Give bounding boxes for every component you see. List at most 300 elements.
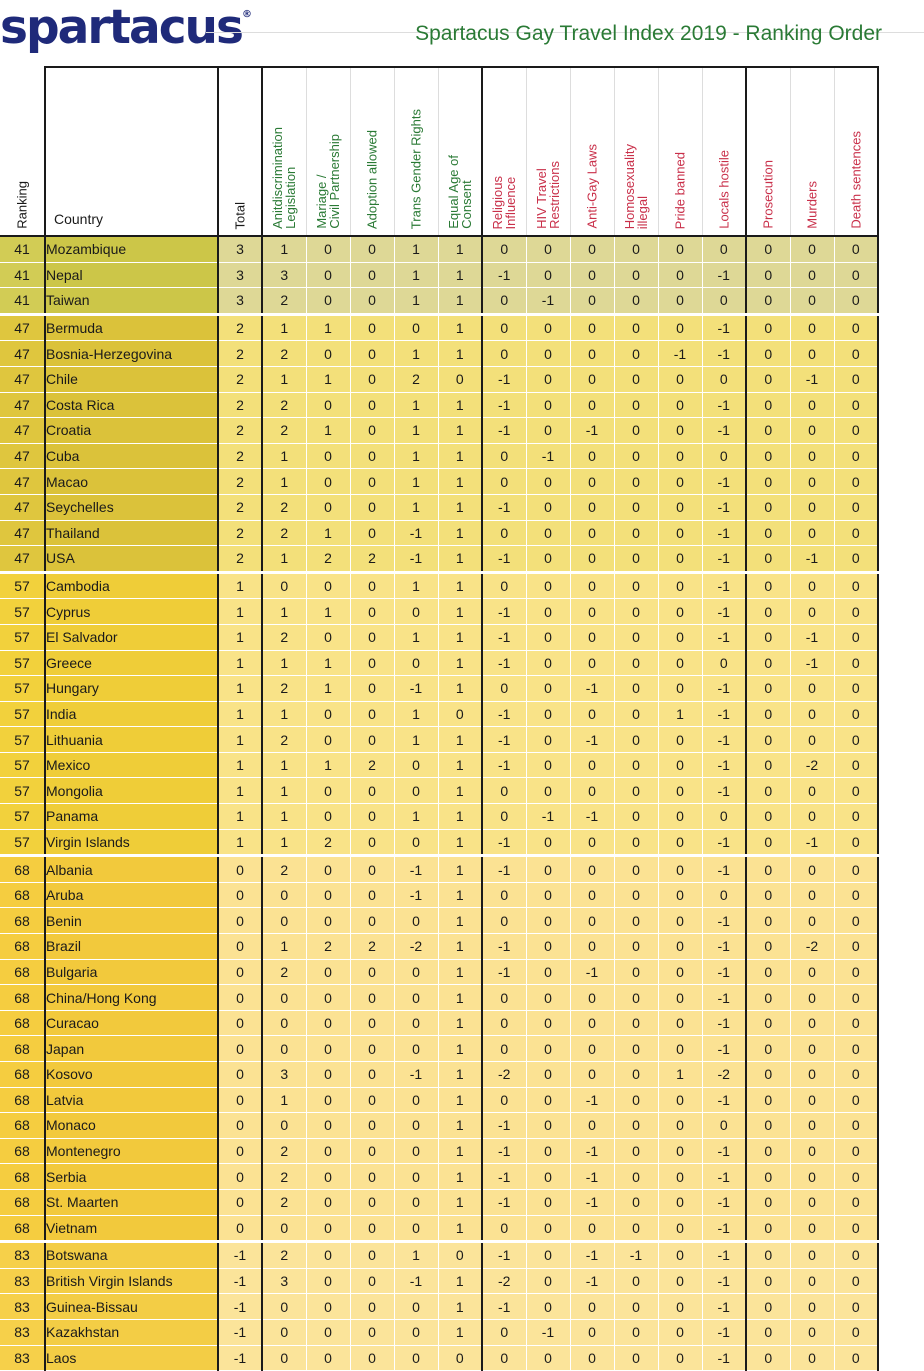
- hiv-cell: 0: [526, 572, 570, 599]
- marriage-cell: 0: [306, 1319, 350, 1345]
- country-cell: Virgin Islands: [45, 829, 218, 856]
- col-ranking: Ranking: [0, 67, 45, 236]
- murders-cell: 0: [790, 856, 834, 883]
- pride-cell: 0: [658, 599, 702, 625]
- murders-cell: 0: [790, 701, 834, 727]
- col-antidiscrimination: Anitdiscrimination Legislation: [262, 67, 306, 236]
- antidiscrimination-cell: 0: [262, 1036, 306, 1062]
- hiv-cell: 0: [526, 882, 570, 908]
- equal-age-cell: 1: [438, 236, 482, 262]
- murders-cell: -1: [790, 650, 834, 676]
- antidiscrimination-cell: 1: [262, 314, 306, 341]
- illegal-cell: 0: [614, 469, 658, 495]
- hiv-cell: 0: [526, 236, 570, 262]
- adoption-cell: 0: [350, 1242, 394, 1269]
- rank-cell: 57: [0, 701, 45, 727]
- antigay-cell: 0: [570, 546, 614, 573]
- hiv-cell: 0: [526, 1062, 570, 1088]
- total-cell: 0: [218, 908, 262, 934]
- table-row: [0, 1138, 878, 1164]
- pride-cell: 0: [658, 829, 702, 856]
- hiv-cell: 0: [526, 650, 570, 676]
- antigay-cell: 0: [570, 1036, 614, 1062]
- religious-cell: 0: [482, 804, 526, 830]
- death-cell: 0: [834, 650, 878, 676]
- table-row: [0, 236, 878, 262]
- illegal-cell: 0: [614, 624, 658, 650]
- rank-cell: 68: [0, 1036, 45, 1062]
- locals-cell: -1: [702, 856, 746, 883]
- marriage-cell: 0: [306, 1242, 350, 1269]
- rank-cell: 68: [0, 1189, 45, 1215]
- antigay-cell: 0: [570, 752, 614, 778]
- trans-cell: 0: [394, 599, 438, 625]
- prosecution-cell: 0: [746, 1189, 790, 1215]
- pride-cell: 0: [658, 1113, 702, 1139]
- total-cell: 1: [218, 572, 262, 599]
- antidiscrimination-cell: 2: [262, 494, 306, 520]
- prosecution-cell: 0: [746, 1345, 790, 1371]
- marriage-cell: 0: [306, 1087, 350, 1113]
- prosecution-cell: 0: [746, 314, 790, 341]
- equal-age-cell: 1: [438, 1113, 482, 1139]
- trans-cell: -1: [394, 676, 438, 702]
- col-prosecution: Prosecution: [746, 67, 790, 236]
- prosecution-cell: 0: [746, 804, 790, 830]
- illegal-cell: 0: [614, 934, 658, 960]
- murders-cell: -1: [790, 829, 834, 856]
- antigay-cell: 0: [570, 934, 614, 960]
- equal-age-cell: 1: [438, 1087, 482, 1113]
- table-row: [0, 1062, 878, 1088]
- equal-age-cell: 1: [438, 1036, 482, 1062]
- locals-cell: -1: [702, 1319, 746, 1345]
- antidiscrimination-cell: 2: [262, 418, 306, 444]
- rank-cell: 68: [0, 1010, 45, 1036]
- trans-cell: 0: [394, 1164, 438, 1190]
- pride-cell: 0: [658, 1215, 702, 1242]
- prosecution-cell: 0: [746, 1062, 790, 1088]
- illegal-cell: 0: [614, 236, 658, 262]
- antigay-cell: 0: [570, 1215, 614, 1242]
- hiv-cell: 0: [526, 1345, 570, 1371]
- equal-age-cell: 1: [438, 829, 482, 856]
- illegal-cell: 0: [614, 341, 658, 367]
- adoption-cell: 0: [350, 418, 394, 444]
- murders-cell: 0: [790, 1138, 834, 1164]
- table-row: [0, 985, 878, 1011]
- total-cell: 2: [218, 418, 262, 444]
- marriage-cell: 1: [306, 650, 350, 676]
- adoption-cell: 0: [350, 1268, 394, 1294]
- equal-age-cell: 1: [438, 418, 482, 444]
- pride-cell: 0: [658, 1345, 702, 1371]
- rank-cell: 47: [0, 469, 45, 495]
- trans-cell: 1: [394, 341, 438, 367]
- antidiscrimination-cell: 1: [262, 469, 306, 495]
- country-cell: Nepal: [45, 262, 218, 288]
- antidiscrimination-cell: 1: [262, 752, 306, 778]
- country-cell: Benin: [45, 908, 218, 934]
- total-cell: 1: [218, 804, 262, 830]
- marriage-cell: 2: [306, 934, 350, 960]
- header-row: [0, 67, 878, 236]
- illegal-cell: 0: [614, 856, 658, 883]
- hiv-cell: 0: [526, 341, 570, 367]
- pride-cell: 0: [658, 624, 702, 650]
- religious-cell: 0: [482, 572, 526, 599]
- locals-cell: -1: [702, 1268, 746, 1294]
- antigay-cell: 0: [570, 1113, 614, 1139]
- antidiscrimination-cell: 1: [262, 1087, 306, 1113]
- antigay-cell: 0: [570, 443, 614, 469]
- murders-cell: 0: [790, 1036, 834, 1062]
- trans-cell: 1: [394, 494, 438, 520]
- hiv-cell: 0: [526, 469, 570, 495]
- prosecution-cell: 0: [746, 418, 790, 444]
- hiv-cell: 0: [526, 1087, 570, 1113]
- locals-cell: -1: [702, 1036, 746, 1062]
- pride-cell: 0: [658, 908, 702, 934]
- col-country: Country: [45, 67, 218, 236]
- locals-cell: -1: [702, 752, 746, 778]
- trans-cell: 0: [394, 1319, 438, 1345]
- hiv-cell: 0: [526, 727, 570, 753]
- locals-cell: 0: [702, 650, 746, 676]
- pride-cell: 0: [658, 882, 702, 908]
- hiv-cell: 0: [526, 856, 570, 883]
- hiv-cell: 0: [526, 829, 570, 856]
- locals-cell: 0: [702, 882, 746, 908]
- marriage-cell: 1: [306, 676, 350, 702]
- antidiscrimination-cell: 3: [262, 262, 306, 288]
- equal-age-cell: 1: [438, 804, 482, 830]
- col-murders: Murders: [790, 67, 834, 236]
- country-cell: Seychelles: [45, 494, 218, 520]
- equal-age-cell: 1: [438, 1294, 482, 1320]
- illegal-cell: 0: [614, 1294, 658, 1320]
- adoption-cell: 2: [350, 934, 394, 960]
- rank-cell: 83: [0, 1345, 45, 1371]
- table-row: [0, 959, 878, 985]
- equal-age-cell: 0: [438, 1345, 482, 1371]
- hiv-cell: 0: [526, 262, 570, 288]
- religious-cell: -1: [482, 1189, 526, 1215]
- hiv-cell: -1: [526, 1319, 570, 1345]
- country-cell: El Salvador: [45, 624, 218, 650]
- locals-cell: -1: [702, 934, 746, 960]
- col-marriage: Mariage / Civil Partnership: [306, 67, 350, 236]
- murders-cell: 0: [790, 469, 834, 495]
- rank-cell: 57: [0, 727, 45, 753]
- table-row: [0, 650, 878, 676]
- rank-cell: 68: [0, 856, 45, 883]
- total-cell: 0: [218, 1189, 262, 1215]
- marriage-cell: 0: [306, 778, 350, 804]
- locals-cell: -1: [702, 1189, 746, 1215]
- adoption-cell: 0: [350, 1062, 394, 1088]
- prosecution-cell: 0: [746, 829, 790, 856]
- antigay-cell: 0: [570, 829, 614, 856]
- religious-cell: -1: [482, 1164, 526, 1190]
- locals-cell: -1: [702, 392, 746, 418]
- antigay-cell: -1: [570, 1164, 614, 1190]
- prosecution-cell: 0: [746, 262, 790, 288]
- equal-age-cell: 1: [438, 1268, 482, 1294]
- antigay-cell: 0: [570, 650, 614, 676]
- marriage-cell: 0: [306, 341, 350, 367]
- hiv-cell: -1: [526, 443, 570, 469]
- antidiscrimination-cell: 1: [262, 366, 306, 392]
- murders-cell: -1: [790, 624, 834, 650]
- hiv-cell: 0: [526, 1138, 570, 1164]
- locals-cell: -1: [702, 1345, 746, 1371]
- murders-cell: 0: [790, 1294, 834, 1320]
- marriage-cell: 0: [306, 572, 350, 599]
- death-cell: 0: [834, 1087, 878, 1113]
- trans-cell: 0: [394, 908, 438, 934]
- adoption-cell: 0: [350, 1164, 394, 1190]
- table-row: [0, 520, 878, 546]
- rank-cell: 68: [0, 934, 45, 960]
- death-cell: 0: [834, 624, 878, 650]
- antigay-cell: 0: [570, 624, 614, 650]
- adoption-cell: 0: [350, 1319, 394, 1345]
- rank-cell: 83: [0, 1294, 45, 1320]
- antidiscrimination-cell: 2: [262, 341, 306, 367]
- pride-cell: 0: [658, 856, 702, 883]
- table-row: [0, 778, 878, 804]
- death-cell: 0: [834, 546, 878, 573]
- illegal-cell: 0: [614, 908, 658, 934]
- country-cell: Macao: [45, 469, 218, 495]
- rank-cell: 57: [0, 752, 45, 778]
- death-cell: 0: [834, 985, 878, 1011]
- religious-cell: 0: [482, 520, 526, 546]
- antigay-cell: 0: [570, 494, 614, 520]
- locals-cell: 0: [702, 366, 746, 392]
- prosecution-cell: 0: [746, 1164, 790, 1190]
- prosecution-cell: 0: [746, 908, 790, 934]
- illegal-cell: 0: [614, 752, 658, 778]
- hiv-cell: 0: [526, 418, 570, 444]
- antidiscrimination-cell: 1: [262, 236, 306, 262]
- trans-cell: -1: [394, 1062, 438, 1088]
- rank-cell: 68: [0, 908, 45, 934]
- locals-cell: -1: [702, 262, 746, 288]
- total-cell: 1: [218, 752, 262, 778]
- trans-cell: 2: [394, 366, 438, 392]
- illegal-cell: 0: [614, 1164, 658, 1190]
- antidiscrimination-cell: 2: [262, 856, 306, 883]
- antigay-cell: 0: [570, 1319, 614, 1345]
- antigay-cell: 0: [570, 1294, 614, 1320]
- religious-cell: 0: [482, 443, 526, 469]
- adoption-cell: 0: [350, 778, 394, 804]
- death-cell: 0: [834, 520, 878, 546]
- pride-cell: 0: [658, 1010, 702, 1036]
- pride-cell: 0: [658, 520, 702, 546]
- pride-cell: 0: [658, 959, 702, 985]
- prosecution-cell: 0: [746, 546, 790, 573]
- prosecution-cell: 0: [746, 494, 790, 520]
- antigay-cell: -1: [570, 1189, 614, 1215]
- adoption-cell: 0: [350, 985, 394, 1011]
- illegal-cell: 0: [614, 572, 658, 599]
- table-row: [0, 392, 878, 418]
- antigay-cell: 0: [570, 701, 614, 727]
- murders-cell: -1: [790, 366, 834, 392]
- murders-cell: -2: [790, 934, 834, 960]
- table-row: [0, 341, 878, 367]
- hiv-cell: 0: [526, 701, 570, 727]
- pride-cell: 0: [658, 727, 702, 753]
- trans-cell: 0: [394, 1036, 438, 1062]
- adoption-cell: 0: [350, 829, 394, 856]
- adoption-cell: 0: [350, 1010, 394, 1036]
- prosecution-cell: 0: [746, 520, 790, 546]
- murders-cell: 0: [790, 392, 834, 418]
- antigay-cell: -1: [570, 959, 614, 985]
- equal-age-cell: 1: [438, 908, 482, 934]
- rank-cell: 68: [0, 1087, 45, 1113]
- country-cell: India: [45, 701, 218, 727]
- murders-cell: 0: [790, 1113, 834, 1139]
- antidiscrimination-cell: 2: [262, 727, 306, 753]
- adoption-cell: 0: [350, 676, 394, 702]
- religious-cell: -1: [482, 934, 526, 960]
- antigay-cell: 0: [570, 520, 614, 546]
- country-cell: Cyprus: [45, 599, 218, 625]
- antidiscrimination-cell: 1: [262, 804, 306, 830]
- hiv-cell: 0: [526, 366, 570, 392]
- rank-cell: 41: [0, 236, 45, 262]
- murders-cell: 0: [790, 443, 834, 469]
- locals-cell: -2: [702, 1062, 746, 1088]
- country-cell: Serbia: [45, 1164, 218, 1190]
- table-row: [0, 366, 878, 392]
- locals-cell: -1: [702, 314, 746, 341]
- pride-cell: 0: [658, 392, 702, 418]
- rank-cell: 47: [0, 341, 45, 367]
- col-illegal: Homosexuality illegal: [614, 67, 658, 236]
- equal-age-cell: 1: [438, 469, 482, 495]
- marriage-cell: 0: [306, 1138, 350, 1164]
- marriage-cell: 0: [306, 1010, 350, 1036]
- illegal-cell: 0: [614, 1268, 658, 1294]
- death-cell: 0: [834, 1113, 878, 1139]
- antigay-cell: 0: [570, 599, 614, 625]
- religious-cell: 0: [482, 314, 526, 341]
- equal-age-cell: 1: [438, 341, 482, 367]
- illegal-cell: 0: [614, 443, 658, 469]
- country-cell: Cambodia: [45, 572, 218, 599]
- prosecution-cell: 0: [746, 572, 790, 599]
- antidiscrimination-cell: 1: [262, 443, 306, 469]
- death-cell: 0: [834, 727, 878, 753]
- trans-cell: 0: [394, 1189, 438, 1215]
- country-cell: Aruba: [45, 882, 218, 908]
- col-death: Death sentences: [834, 67, 878, 236]
- pride-cell: 1: [658, 701, 702, 727]
- death-cell: 0: [834, 1215, 878, 1242]
- table-row: [0, 494, 878, 520]
- pride-cell: 0: [658, 1087, 702, 1113]
- illegal-cell: -1: [614, 1242, 658, 1269]
- illegal-cell: 0: [614, 1345, 658, 1371]
- adoption-cell: 0: [350, 288, 394, 315]
- pride-cell: 0: [658, 1138, 702, 1164]
- death-cell: 0: [834, 1319, 878, 1345]
- trans-cell: 1: [394, 262, 438, 288]
- rank-cell: 83: [0, 1268, 45, 1294]
- trans-cell: 1: [394, 572, 438, 599]
- locals-cell: -1: [702, 520, 746, 546]
- hiv-cell: 0: [526, 1215, 570, 1242]
- murders-cell: 0: [790, 985, 834, 1011]
- hiv-cell: 0: [526, 1268, 570, 1294]
- rank-cell: 83: [0, 1319, 45, 1345]
- antigay-cell: 0: [570, 908, 614, 934]
- total-cell: 2: [218, 546, 262, 573]
- prosecution-cell: 0: [746, 1036, 790, 1062]
- murders-cell: 0: [790, 1164, 834, 1190]
- trans-cell: 1: [394, 469, 438, 495]
- total-cell: 0: [218, 856, 262, 883]
- religious-cell: 0: [482, 1087, 526, 1113]
- pride-cell: 0: [658, 236, 702, 262]
- total-cell: 3: [218, 262, 262, 288]
- murders-cell: 0: [790, 1268, 834, 1294]
- pride-cell: 0: [658, 778, 702, 804]
- murders-cell: 0: [790, 494, 834, 520]
- antigay-cell: 0: [570, 392, 614, 418]
- religious-cell: -1: [482, 727, 526, 753]
- country-cell: Panama: [45, 804, 218, 830]
- locals-cell: -1: [702, 1294, 746, 1320]
- pride-cell: 0: [658, 1242, 702, 1269]
- illegal-cell: 0: [614, 829, 658, 856]
- total-cell: 2: [218, 366, 262, 392]
- hiv-cell: 0: [526, 934, 570, 960]
- adoption-cell: 0: [350, 236, 394, 262]
- antidiscrimination-cell: 2: [262, 520, 306, 546]
- trans-cell: 0: [394, 985, 438, 1011]
- murders-cell: 0: [790, 520, 834, 546]
- total-cell: 0: [218, 1138, 262, 1164]
- spartacus-logo: spartacus®: [0, 0, 252, 55]
- equal-age-cell: 1: [438, 778, 482, 804]
- hiv-cell: 0: [526, 494, 570, 520]
- prosecution-cell: 0: [746, 1113, 790, 1139]
- adoption-cell: 2: [350, 752, 394, 778]
- locals-cell: -1: [702, 676, 746, 702]
- table-row: [0, 314, 878, 341]
- rank-cell: 47: [0, 366, 45, 392]
- illegal-cell: 0: [614, 882, 658, 908]
- murders-cell: 0: [790, 804, 834, 830]
- marriage-cell: 0: [306, 624, 350, 650]
- murders-cell: 0: [790, 882, 834, 908]
- hiv-cell: 0: [526, 908, 570, 934]
- murders-cell: 0: [790, 599, 834, 625]
- marriage-cell: 2: [306, 546, 350, 573]
- total-cell: 0: [218, 1010, 262, 1036]
- hiv-cell: 0: [526, 1242, 570, 1269]
- pride-cell: 0: [658, 1036, 702, 1062]
- adoption-cell: 0: [350, 727, 394, 753]
- equal-age-cell: 1: [438, 1138, 482, 1164]
